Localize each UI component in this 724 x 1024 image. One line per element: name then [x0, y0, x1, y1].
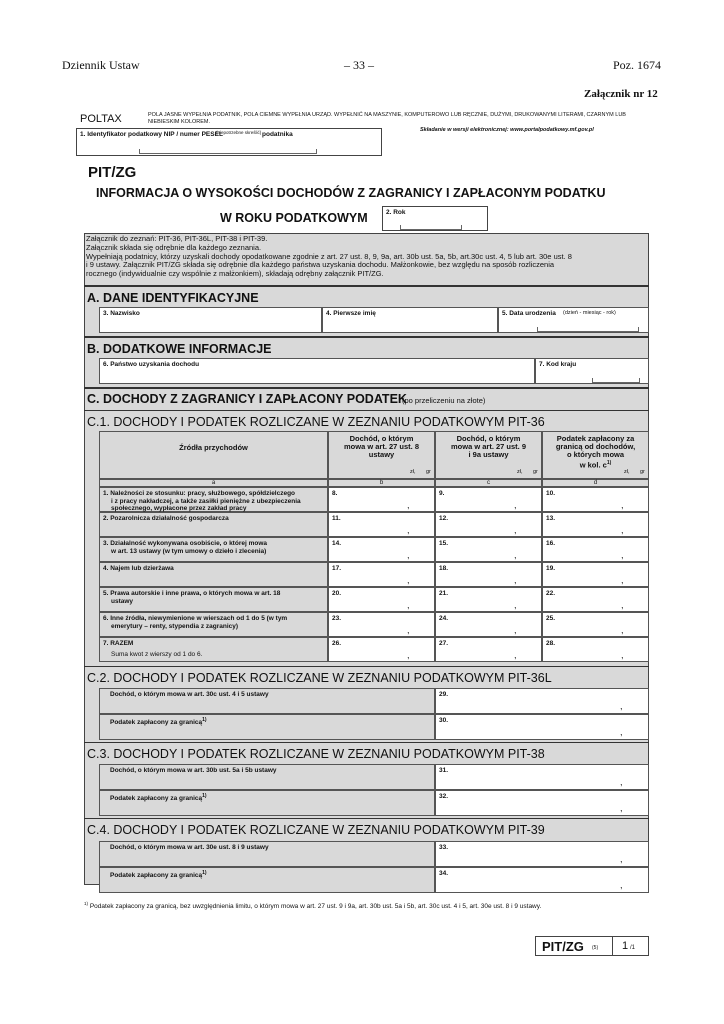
- field-29-comma: ,: [620, 701, 623, 711]
- c1-field-8[interactable]: [328, 487, 435, 512]
- c1-title: C.1. DOCHODY I PODATEK ROZLICZANE W ZEZNANIU PODATKOWYM PIT-36: [87, 415, 545, 429]
- field-30[interactable]: [435, 714, 649, 740]
- c1-row-label: [103, 515, 229, 523]
- c1-row-label-line: w art. 13 ustawy (w tym umowy o dzieło i zlecenia): [111, 547, 267, 555]
- c1-field-num: 11.: [332, 515, 341, 522]
- c1-field-num: 18.: [439, 565, 449, 572]
- letter-c-cell: [435, 479, 542, 487]
- col-d-line4: w kol. c: [579, 460, 607, 470]
- field-30-num: 30.: [439, 717, 449, 724]
- field-2-ticks: [400, 225, 462, 230]
- c1-row-label-cell: [99, 512, 328, 537]
- section-b-title: B. DODATKOWE INFORMACJE: [87, 342, 272, 356]
- field-29-num: 29.: [439, 691, 449, 698]
- col-c-line1: Dochód, o którym: [456, 434, 521, 443]
- c2-row1-label-cell: [99, 688, 435, 714]
- c1-field-16[interactable]: [542, 537, 649, 562]
- c1-row-label-line: społecznego, wypłacone przez zakład pracy: [111, 505, 247, 512]
- c1-row-label-cell: [99, 487, 328, 512]
- c1-field-num: 8.: [332, 490, 338, 497]
- field-32[interactable]: [435, 790, 649, 816]
- c1-field-20[interactable]: [328, 587, 435, 612]
- c1-divider: [84, 410, 649, 411]
- c1-field-12[interactable]: [435, 512, 542, 537]
- c1-field-num: 20.: [332, 590, 342, 597]
- footnote: [84, 901, 541, 910]
- c1-field-num: 23.: [332, 615, 342, 622]
- field-5-ticks: [537, 327, 639, 332]
- field-2-year[interactable]: [382, 206, 488, 231]
- c1-field-10[interactable]: [542, 487, 649, 512]
- col-d-gr: gr: [640, 469, 645, 475]
- c2-row2-sup: 1): [202, 717, 207, 723]
- c1-field-comma: ,: [407, 500, 410, 510]
- col-c-gr: gr: [533, 469, 538, 475]
- col-d-line3: o których mowa: [566, 450, 625, 459]
- col-header-sources: [99, 431, 328, 479]
- c3-row2-sup: 1): [202, 793, 207, 799]
- c3-row1-label-cell: [99, 764, 435, 790]
- info-line-4: i 9 ustawy. Załącznik PIT/ZG składa się odrębnie dla każdego państwa uzyskania dochodu. Małżonkowie, bez względu na sposób rozliczenia: [86, 260, 555, 270]
- c1-field-comma: ,: [621, 550, 624, 560]
- c1-row-label-line: Suma kwot z wierszy od 1 do 6.: [111, 650, 203, 658]
- c1-row-label-line: 7. RAZEM: [103, 640, 134, 647]
- c1-field-comma: ,: [514, 650, 517, 660]
- c1-field-25[interactable]: [542, 612, 649, 637]
- col-d-line1: Podatek zapłacony za: [556, 434, 635, 443]
- c3-row1-label: Dochód, o którym mowa w art. 30b ust. 5a i 5b ustawy: [110, 767, 277, 774]
- col-header-d: [542, 431, 649, 479]
- field-7-ticks: [592, 378, 640, 383]
- c4-row1-label-cell: [99, 841, 435, 867]
- c2-row1-label: Dochód, o którym mowa w art. 30c ust. 4 i 5 ustawy: [110, 691, 269, 698]
- col-b-line1: Dochód, o którym: [349, 434, 414, 443]
- fill-instruction: POLA JASNE WYPEŁNIA PODATNIK, POLA CIEMNE WYPEŁNIA URZĄD. WYPEŁNIĆ NA MASZYNIE, KOMPUTEROWO LUB RĘCZNIE, DUŻYMI, DRUKOWANYMI LITERAMI, CZARNYM LUB NIEBIESKIM KOLOREM.: [148, 112, 626, 125]
- field-6-label: 6. Państwo uzyskania dochodu: [103, 361, 200, 368]
- letter-d-cell: [542, 479, 649, 487]
- col-c-line3: i 9a ustawy: [468, 450, 509, 459]
- letter-d: d: [593, 480, 598, 486]
- field-33-comma: ,: [620, 854, 623, 864]
- section-a-title: A. DANE IDENTYFIKACYJNE: [87, 291, 259, 305]
- c1-field-22[interactable]: [542, 587, 649, 612]
- c4-row2-label-cell: [99, 867, 435, 893]
- field-33-num: 33.: [439, 844, 449, 851]
- c1-field-comma: ,: [514, 550, 517, 560]
- letter-a-cell: [99, 479, 328, 487]
- c1-row-label: [103, 640, 202, 658]
- c1-field-comma: ,: [621, 525, 624, 535]
- c1-row-label-line: 5. Prawa autorskie i inne prawa, o których mowa w art. 18: [103, 590, 281, 597]
- form-title-line1: INFORMACJA O WYSOKOŚCI DOCHODÓW Z ZAGRANICY I ZAPŁACONYM PODATKU: [96, 186, 606, 200]
- c1-row-label-cell: [99, 587, 328, 612]
- field-5-note: (dzień - miesiąc - rok): [563, 310, 616, 316]
- letter-b-cell: [328, 479, 435, 487]
- field-4-label: 4. Pierwsze imię: [326, 310, 376, 317]
- c1-field-comma: ,: [621, 650, 624, 660]
- c1-field-11[interactable]: [328, 512, 435, 537]
- c1-row-label-line: ustawy: [111, 597, 134, 605]
- c2-divider: [84, 666, 649, 667]
- field-34-comma: ,: [620, 880, 623, 890]
- field-5-label: 5. Data urodzenia: [502, 310, 556, 317]
- c1-field-comma: ,: [621, 575, 624, 585]
- field-33[interactable]: [435, 841, 649, 867]
- col-b-gr: gr: [426, 469, 431, 475]
- c1-field-14[interactable]: [328, 537, 435, 562]
- c1-row-label-cell: [99, 537, 328, 562]
- c3-title: C.3. DOCHODY I PODATEK ROZLICZANE W ZEZNANIU PODATKOWYM PIT-38: [87, 747, 545, 761]
- c1-row-label: [103, 615, 287, 630]
- c1-field-num: 14.: [332, 540, 342, 547]
- c1-field-num: 9.: [439, 490, 445, 497]
- footer-of: /1: [630, 945, 636, 951]
- c1-field-num: 25.: [546, 615, 556, 622]
- field-34-num: 34.: [439, 870, 449, 877]
- c1-field-num: 16.: [546, 540, 556, 547]
- c1-field-num: 13.: [546, 515, 556, 522]
- c4-row2-label: Podatek zapłacony za granicą: [110, 872, 203, 880]
- c3-row2-label-cell: [99, 790, 435, 816]
- col-b-line2: mowa w art. 27 ust. 8: [343, 442, 420, 451]
- letter-c: c: [487, 480, 490, 486]
- info-line-2: Załącznik składa się odrębnie dla każdego zeznania.: [86, 242, 262, 252]
- c1-row-label-cell: [99, 612, 328, 637]
- field-1-suffix: podatnika: [262, 131, 293, 138]
- c1-row-label-line: i z pracy nakładczej, a także zasiłki pieniężne z ubezpieczenia: [111, 497, 301, 505]
- field-29[interactable]: [435, 688, 649, 714]
- col-d-sup: 1): [606, 460, 612, 466]
- c1-row-label-cell: [99, 637, 328, 662]
- c1-row-label-cell: [99, 562, 328, 587]
- col-header-c: [435, 431, 542, 479]
- c1-row-label-line: emerytury – renty, stypendia z zagranicy): [111, 622, 239, 630]
- field-3-label: 3. Nazwisko: [103, 310, 140, 317]
- c1-field-num: 22.: [546, 590, 556, 597]
- letter-a: a: [211, 480, 216, 486]
- c1-field-23[interactable]: [328, 612, 435, 637]
- col-sources-label: Źródła przychodów: [179, 443, 248, 452]
- field-31[interactable]: [435, 764, 649, 790]
- c1-row-label-line: 6. Inne źródła, niewymienione w wierszach od 1 do 5 (w tym: [103, 615, 288, 622]
- c4-row1-label: Dochód, o którym mowa w art. 30e ust. 8 i 9 ustawy: [110, 844, 269, 851]
- info-line-5: rocznego (indywidualnie czy wspólnie z małżonkiem), składają odrębny załącznik PIT/ZG.: [86, 269, 384, 279]
- c1-field-num: 17.: [332, 565, 342, 572]
- col-c-zl: zł,: [517, 469, 523, 475]
- c1-row-label: [103, 565, 174, 573]
- c1-field-17[interactable]: [328, 562, 435, 587]
- c1-row-label-line: 4. Najem lub dzierżawa: [103, 565, 174, 572]
- electronic-info: Składanie w wersji elektronicznej: www.portalpodatkowy.mf.gov.pl: [420, 127, 594, 133]
- footer-code: PIT/ZG: [542, 939, 584, 954]
- field-30-comma: ,: [620, 727, 623, 737]
- field-32-num: 32.: [439, 793, 449, 800]
- c1-field-num: 15.: [439, 540, 449, 547]
- form-code: PIT/ZG: [88, 164, 137, 181]
- c1-field-comma: ,: [514, 625, 517, 635]
- field-7-country-code[interactable]: [535, 358, 649, 384]
- c1-field-num: 27.: [439, 640, 449, 647]
- annex-label: Załącznik nr 12: [584, 88, 658, 100]
- c2-row2-label-cell: [99, 714, 435, 740]
- field-1-ticks: [139, 149, 317, 154]
- field-7-label: 7. Kod kraju: [539, 361, 577, 368]
- field-4-first-name[interactable]: [322, 307, 498, 333]
- c1-field-num: 26.: [332, 640, 342, 647]
- col-b-zl: zł,: [410, 469, 416, 475]
- position-number: Poz. 1674: [613, 58, 661, 72]
- field-1-note: (niepotrzebne skreślić): [216, 130, 262, 135]
- poltax-logo: POLTAX: [80, 113, 122, 125]
- c1-field-19[interactable]: [542, 562, 649, 587]
- c1-field-num: 19.: [546, 565, 556, 572]
- c1-field-comma: ,: [621, 625, 624, 635]
- field-1-label: 1. Identyfikator podatkowy NIP / numer PESEL: [80, 131, 223, 138]
- section-c-title: C. DOCHODY Z ZAGRANICY I ZAPŁACONY PODATEK: [87, 392, 407, 406]
- footer-version: (5): [592, 945, 599, 951]
- form-title-line2: W ROKU PODATKOWYM: [220, 211, 368, 225]
- c1-row-label-line: 1. Należności ze stosunku: pracy, służbowego, spółdzielczego: [103, 490, 296, 497]
- info-block: [86, 235, 646, 279]
- c1-field-comma: ,: [514, 525, 517, 535]
- c1-field-comma: ,: [621, 500, 624, 510]
- c1-field-comma: ,: [407, 550, 410, 560]
- c3-divider: [84, 742, 649, 743]
- field-2-label: 2. Rok: [386, 209, 406, 216]
- section-b-divider: [84, 336, 649, 338]
- col-d-line2: granicą od dochodów,: [555, 442, 636, 451]
- page-number: – 33 –: [344, 58, 374, 72]
- field-1-nip-pesel[interactable]: [76, 128, 382, 156]
- c1-field-15[interactable]: [435, 537, 542, 562]
- c1-field-21[interactable]: [435, 587, 542, 612]
- c4-divider: [84, 818, 649, 819]
- letter-b: b: [379, 480, 384, 486]
- footer-separator: [612, 937, 613, 955]
- c1-field-comma: ,: [407, 625, 410, 635]
- c1-field-comma: ,: [407, 575, 410, 585]
- c1-field-26[interactable]: [328, 637, 435, 662]
- c1-field-num: 10.: [546, 490, 556, 497]
- c1-field-num: 28.: [546, 640, 556, 647]
- col-c-line2: mowa w art. 27 ust. 9: [450, 442, 527, 451]
- col-d-zl: zł,: [624, 469, 630, 475]
- c1-field-24[interactable]: [435, 612, 542, 637]
- c4-row2-sup: 1): [202, 870, 207, 876]
- journal-name: Dziennik Ustaw: [62, 58, 140, 72]
- info-line-1: Załącznik do zeznań: PIT-36, PIT-36L, PIT-38 i PIT-39.: [86, 234, 268, 243]
- section-a-divider: [84, 285, 649, 287]
- c1-field-num: 24.: [439, 615, 449, 622]
- field-31-num: 31.: [439, 767, 449, 774]
- c3-row2-label: Podatek zapłacony za granicą: [110, 795, 203, 803]
- c1-field-comma: ,: [407, 650, 410, 660]
- c1-field-27[interactable]: [435, 637, 542, 662]
- footer-form-box: [535, 936, 649, 956]
- c1-field-comma: ,: [621, 600, 624, 610]
- c2-title: C.2. DOCHODY I PODATEK ROZLICZANE W ZEZNANIU PODATKOWYM PIT-36L: [87, 671, 552, 685]
- info-line-3: Wypełniają podatnicy, którzy uzyskali dochody opodatkowane zgodnie z art. 27 ust. 8, 9, 9a, art. 30b ust. 5a, 5b, art.30c ust. 4, 5 lub art. 30e ust. 8: [86, 251, 572, 261]
- c1-field-comma: ,: [514, 500, 517, 510]
- footnote-mark: 1): [84, 901, 89, 906]
- c1-row-label: [103, 590, 280, 605]
- field-6-country[interactable]: [99, 358, 535, 384]
- col-b-line3: ustawy: [368, 450, 395, 459]
- c4-title: C.4. DOCHODY I PODATEK ROZLICZANE W ZEZNANIU PODATKOWYM PIT-39: [87, 823, 545, 837]
- c1-field-num: 21.: [439, 590, 449, 597]
- section-c-note: (po przeliczeniu na złote): [402, 396, 486, 405]
- section-c-divider: [84, 387, 649, 389]
- c1-row-label-line: 2. Pozarolnicza działalność gospodarcza: [103, 515, 229, 522]
- footer-page: 1: [622, 940, 629, 952]
- field-5-birth-date[interactable]: [498, 307, 649, 333]
- field-31-comma: ,: [620, 777, 623, 787]
- field-32-comma: ,: [620, 803, 623, 813]
- c1-field-comma: ,: [514, 575, 517, 585]
- c1-field-13[interactable]: [542, 512, 649, 537]
- c1-row-label: [103, 540, 267, 555]
- c1-field-comma: ,: [514, 600, 517, 610]
- field-3-surname[interactable]: [99, 307, 322, 333]
- footnote-text: Podatek zapłacony za granicą, bez uwzględnienia limitu, o którym mowa w art. 27 ust. 9 i 9a, art. 30b ust. 5a i 5b, art. 30c ust. 4 i 5, art. 30e ust. 8 i 9 ustawy.: [89, 903, 542, 911]
- c2-row2-label: Podatek zapłacony za granicą: [110, 719, 203, 727]
- c1-field-9[interactable]: [435, 487, 542, 512]
- c1-field-28[interactable]: [542, 637, 649, 662]
- c1-field-comma: ,: [407, 525, 410, 535]
- c1-row-label: [103, 490, 301, 513]
- c1-field-num: 12.: [439, 515, 449, 522]
- c1-field-18[interactable]: [435, 562, 542, 587]
- col-header-b: [328, 431, 435, 479]
- field-34[interactable]: [435, 867, 649, 893]
- c1-field-comma: ,: [407, 600, 410, 610]
- c1-row-label-line: 3. Działalność wykonywana osobiście, o której mowa: [103, 540, 267, 547]
